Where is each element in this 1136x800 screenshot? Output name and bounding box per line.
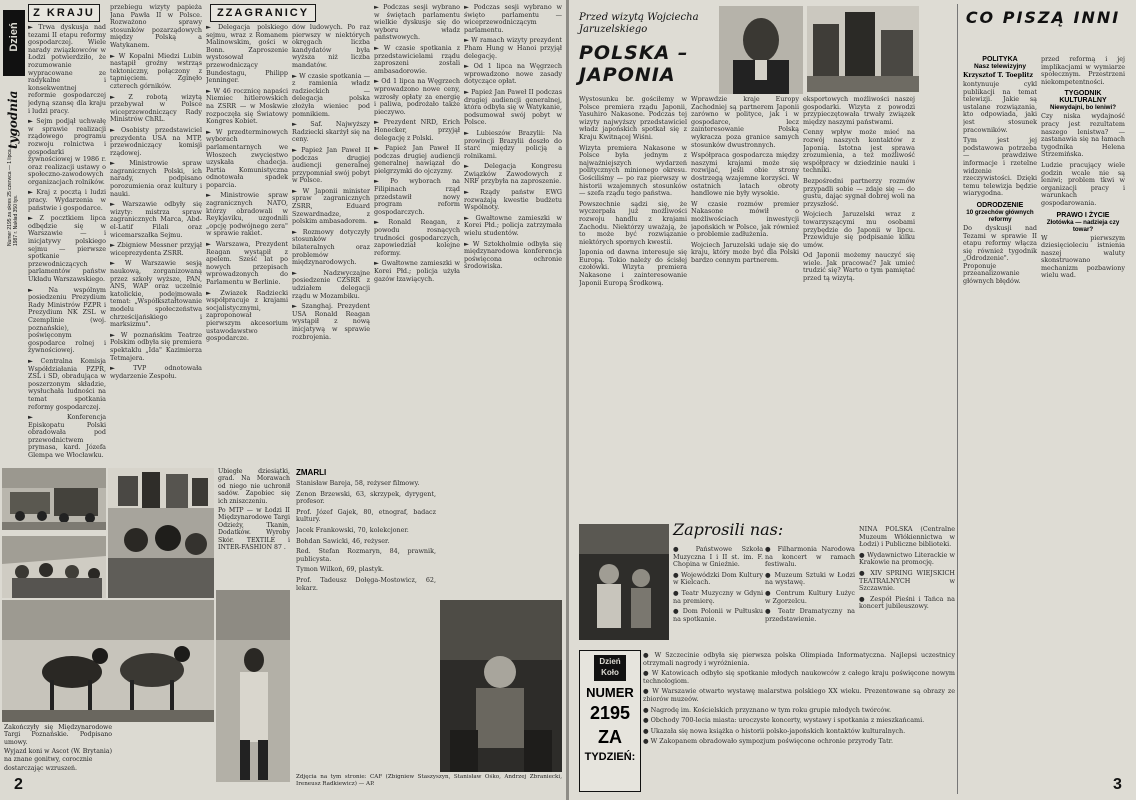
summary-number: 2195: [589, 703, 631, 723]
caption-3: Zakończyły się Międzynarodowe Targi Poznańskie. Podpisano umowy.: [4, 724, 112, 746]
photo-flags-crowd: [108, 468, 214, 598]
zmarli-item: Bohdan Sawicki, 46, reżyser.: [296, 536, 390, 545]
zmarli-item: Prof. Tadeusz Dołęga-Mostowicz, 62, lekarz.: [296, 575, 436, 592]
side-col-2: przed reformą i jej implikacjami w wymiarze społecznym. Przestrzeni niekompetentności. TYGODNIK KULTURALNY Niewydajni, bo leniwi? Czy niska wydajność pracy jest rezultatem naszego lenistwa? — zastanawia się na łamach tygodnika Helena Strzemińska. Ludzie pracujący wiele godzin wcale nie są leniwi; problem tkwi w organizacji pracy i warunkach gospodarowania. PRAWO I ŻYCIE Złotówka — nadzieja czy towar? W pierwszym dziesięcioleciu istnienia naszej waluty skonstruowano mechanizm pozbawiony wielu wad.: [1041, 56, 1125, 280]
masthead-word: [3, 78, 23, 148]
summary-logo-bottom: Koło: [601, 668, 619, 677]
column-3: ► Delegacja polskiego sejmu, wraz z Romanem Malinowskim, gości w Bonn. Zaproszenie wystosował przewodniczący Bundestagu, Philipp Jenninger. ► W 46 rocznicę napaści Niemiec hitlerowskich na ZSRR — w Moskwie rozpoczęła się Światowy Kongres Kobiet. ► W przedterminowych wyborach parlamentarnych we Włoszech zwycięstwo uzyskała chadecja. Partia Komunistyczna odnotowała spadek poparcia. ► Ministrowie spraw zagranicznych NATO, którzy obradowali w Reykjaviku, uzgodnili „opcję podwójnego zera" w sprawie rakiet. ► Warszawa, Prezydent Reagan wystąpił z apelem. Sześć lat po nowych przepisach wprowadzonych do Parlamentu w Berlinie. ► Zwiazek Radziecki współpracuje z krajami socjalistycznymi, zaproponował pierwszym akcesorium ustawodawstwo gospodarcze.: [206, 24, 288, 343]
photo-credit: [296, 774, 562, 796]
article-col-1: Wystosunku br. gościłemy w Polsce premiera rządu Japonii, Yasuhiro Nakasone. Podczas tej wizyty najwyższy przedstawiciel władz japońskich spotkał się z Kraju Kwitnącej Wiśni. Wizyta premiera Nakasone w Polsce była jednym z najważniejszych wydarzeń politycznych minionego okresu. Gościliśmy — po raz pierwszy w historii wzajemnych stosunków — szefa rządu tego państwa. Powszechnie sądzi się, że wyczerpała już możliwości rozwoju handlu z krajami Zachodu. Niektórzy uważają, że to może być rozwiązanie niektórych spornych kwestii. Japonia od dawna interesuje się Europą. Tokio należy do ścisłej czołówki. Wizyta premiera Nakasone i zainteresowanie Japonii Europą Środkową.: [579, 96, 687, 287]
masthead-logo: [3, 10, 25, 76]
side-section-title: CO PISZĄ INNI: [965, 8, 1121, 27]
photo-fair-cars: [2, 468, 106, 530]
column-2: przebiegu wizyty papieża Jana Pawła II w Polsce. Rozważono sprawy stosunków pozarządowych między Polską a Watykanem. ► W Kopalni Miedzi Lubin nastąpił groźny wstrząs tektoniczny, połączony z tąpnięciem. Zginęło czterech górników. ► Z robotą wizytą przebywał w Polsce wiceprzewodniczący Rady Ministrów ChRL. ► Osobisty przedstawiciel prezydenta USA na MTP, przewodniczący komisji rządowej. ► Ministrowie spraw zagranicznych Polski, ich narady, podpisano porozumienia oraz kultury i nauki. ► Warszawie odbyły się wizyty: mistrza spraw zagranicznych Marca, Abd-el-Latif Filali oraz wicemarszałka Sejmu. ► Zbigniew Messner przyjął wiceprezydenta ZSRR. ► W Warszawie sesją naukową, zorganizowaną przez szkoły wyższe, PAN, ANS, WAP oraz uczelnie katolickie, podejmowała temat: „Współkształtowanie modelu społeczeństwa chrześcijańskiego i marksizmu". ► W poznańskim Teatrze Polskim odbyła się premiera spektaklu „Ida" Kazimierza Tetmajera. ► TVP odnotowała wydarzenie Zespołu.: [110, 4, 202, 380]
side-item-prawo: PRAWO I ŻYCIE: [1056, 211, 1110, 219]
section-title-z-kraju: Z KRAJU: [28, 4, 100, 22]
zmarli-section: [296, 468, 436, 768]
side-item-odrodzenie: ODRODZENIE: [976, 201, 1024, 209]
zaprosili-col-1: ● Państwowe Szkoła Muzyczna I i II st. im. F. Chopina w Gnieźnie. ● Wojewódzki Dom Kultury w Kielcach. ● Teatr Muzyczny w Gdyni na premierę. ● Dom Polonii w Pułtusku na spotkanie.: [673, 546, 763, 623]
summary-text: ● W Szczecinie odbyła się pierwsza polska Olimpiada Informatyczna. Najlepsi uczestnicy otrzymali nagrody i wyróżnienia. ● W Katowicach odbyło się spotkanie młodych naukowców z całego kraju poświęcone nowym technologiom. ● W Warszawie otwarto wystawę malarstwa polskiego XX wieku. Prezentowane są obrazy ze zbiorów muzeów. ● Nagrodę im. Kościelskich przyznano w tym roku grupie młodych twórców. ● Obchody 700-lecia miasta: uroczyste koncerty, wystawy i spotkania z mieszkańcami. ● Ukazała się nowa książka o historii polsko-japońskich kontaktów kulturalnych. ● W Zakopanem obradowało sympozjum poświęcone ochronie przyrody Tatr.: [643, 652, 955, 746]
summary-label: NUMER: [586, 685, 634, 700]
side-item-prawo-sub: Złotówka — nadzieja czy towar?: [1046, 218, 1120, 233]
issue-info: [3, 150, 23, 250]
zaprosili-col-2: ● Filharmonia Narodowa na koncert w ramach festiwalu. ● Muzeum Sztuki w Łodzi na wystawę. ● Centrum Kultury Łużyc w Zgorzelcu. ● Teatr Dramatyczny na przedstawienie.: [765, 546, 855, 623]
column-4: dów ludowych. Po raz pierwszy w niektórych okręgach liczba kandydatów była wyższa niż liczba mandatów. ► W czasie spotkania — z ramienia władz radzieckich — delegacja polska złożyła wieniec pod pomnikiem. ► Saf. Najwyższy Radziecki skarżył się na ceny. ► Papież Jan Paweł II podczas drugiej audiencji generalnej przypomniał swój pobyt w Polsce. ► W Japonii minister spraw zagranicznych ZSRR, Eduard Szewardnadze, z polskim ambasadorem. ► Rozmowy dotyczyły stosunków bilateralnych oraz problemów międzynarodowych. ► Nadzwyczajne posiedzenie CZSRR z udziałem delegacji rządu w Mozambiku. ► Szanghaj. Prezydent USA Ronald Reagan wystąpił z nową inicjatywą w sprawie rozbrojenia.: [292, 24, 370, 341]
side-item-tygodnik: TYGODNIK KULTURALNY: [1059, 90, 1107, 105]
photo-crowd-fair: [2, 536, 106, 598]
zmarli-title: ZMARLI: [296, 468, 327, 477]
side-item-polityka-sub: Nasz telewizyjny: [973, 63, 1027, 70]
photo-japanese-pm: [719, 6, 803, 94]
summary-logo-top: Dzień: [599, 657, 621, 666]
section-title-z-zagranicy: ZZAGRANICY: [210, 4, 316, 22]
photo-fashion-show: [216, 590, 290, 782]
right-page: [569, 0, 1136, 800]
column-5: ► Podczas sesji wybrano w świętach parlamentu wielkie dyskusje się do wyboru władz państwowych. ► W czasie spotkania z przedstawicielami rządu zaproszeni zostali ambasadorowie. ► Od 1 lipca na Węgrzech wprowadzono nowe ceny, wzrosły opłaty za energię i paliwa, podrożało także pieczywo. ► Prezydent NRD, Erich Honecker, przyjął delegację z Polski. ► Papież Jan Paweł II podczas drugiej audiencji generalnej nawiązał do pielgrzymki do ojczyzny. ► Po wyborach na Filipinach rząd przedstawił nowy program reform gospodarczych. ► Ronald Reagan, z powodu rosnących trudności gospodarczych, zapowiedział kolejne reformy. ► Gwałtowne zamieszki w Korei Płd.; policja użyła gazów łzawiących.: [374, 4, 460, 283]
photo-captions-lower: [4, 724, 112, 784]
photo-japan-buildings: [807, 6, 919, 92]
masthead-word-text: tygodnia: [6, 90, 20, 149]
summary-logo: [594, 655, 626, 681]
zmarli-item: Prof. Józef Gajek, 80, etnograf, badacz kultury.: [296, 507, 436, 524]
article-col-2: Wprawdzie kraje Europy Zachodniej są partnerem Japonii zarówno w polityce, jak i w gospodarce, lecz zainteresowanie Polską wykracza poza granice samych stosunków dwustronnych. Współpraca gospodarcza między naszymi krajami może się rozwijać, jeśli obie strony dostrzegą wzajemne korzyści. W ostatnich latach obroty handlowe nie były wysokie. W czasie rozmów premier Nakasone mówił o możliwościach inwestycji japońskich w Polsce, jak również o problemie zadłużenia. Wojciech Jaruzelski udaje się do kraju, który może być dla Polski bardzo cennym partnerem.: [691, 96, 799, 264]
side-item-tygodnik-sub: Niewydajni, bo leniwi?: [1049, 104, 1116, 112]
column-1: ► Trwa dyskusja nad tezami II etapu reformy gospodarczej. Wiele narady związkowców w Łodzi potwierdziło, że rozumowanie wypracowane ze radykalne i konsekwentnej reformie gospodarczej jedyną szansę dla kraju i ludzi pracy. ► Sejm podjął uchwałę w sprawie realizacji rządowego programu rozwoju rolnictwa i gospodarki żywnościowej w 1986 r. oraz realizacji ustawy o społeczno-zawodowych organizacjach rolników. ► Kraj z pocztą i ludzi pracy. Wydarzenia w państwie i gospodarce. ► Z pocztkiem lipca odbędzie się w Warszawie — i inicjatywy polskiego sejmu — pierwsze spotkanie przewodniczących parlamentów państw Układu Warszawskiego. ► Na wspólnym posiedzeniu Prezydium Rady Ministrów PZPR i Prezydium NK ZSL w Czemplinie (woj. poznańskie), poświęconym gospodarce rolnej i żywnościowej. ► Centralna Komisja Współdziałania PZPR, ZSL i SD, obradująca w poszerzonym składzie, wysłuchała ludności na temat spotkania reformy gospodarczej. ► Konferencja Episkopatu Polski obradowała pod przewodnictwem prymasa, kard. Józefa Glempa we Włocławku.: [28, 24, 106, 460]
zmarli-item: Jacek Frankowski, 70, kolekcjoner.: [296, 525, 409, 534]
side-item-polityka: POLITYKA: [982, 56, 1018, 63]
article-col-3: eksportowych możliwości naszej gospodarki. Wizyta z powodzi przypieczętowała trwały związek między naszymi państwami. Cenny wpływ może mieć na rozwój naszych kontaktów z Japonią. Istotna jest sprawa zrozumienia, a też możliwość współpracy w dziedzinie nauki i techniki. Bezpośredni partnerzy rozmów przypadli sobie — zdaje się — do gustu, dając sygnał dobrej woli na przyszłość. Wojciech Jaruzelski wraz z towarzyszącymi mu osobami przybędzie do Japonii w lipcu. Przewiduje się podpisanie kilku umów. Od Japonii możemy nauczyć się wiele. Jak pracować? Jak umieć trudzić się? Warto o tym pamiętać przed tą wizytą.: [803, 96, 915, 283]
page-number-left: 2: [14, 776, 23, 793]
zaprosili-title: Zaprosili nas:: [673, 520, 784, 539]
column-6: ► Podczas sesji wybrano w święto parlamentu — wiceprzewodniczącym parlamentu. ► W ramach wizyty prezydent Pham Hung w Hanoi przyjął delegację. ► Od 1 lipca na Węgrzech wprowadzono nowe zasady dotyczące opłat. ► Papież Jan Paweł II podczas drugiej audiencji generalnej, która odbyła się w Watykanie, podsumował swój pobyt w Polsce. ► Lubieszów Brazylii: Na prowincji Brazylii doszło do starć między policją a rolnikami. ► Delegacja Kongresu Związków Zawodowych z NRF przybyła na zaproszenie. ► Rządy państw EWG rozważają kwestie budżetu Wspólnoty. ► Gwałtowne zamieszki w Korei Płd.; policja zatrzymała wielu studentów. ► W Sztokholmie odbyła się międzynarodowa konferencja poświęcona ochronie środowiska.: [464, 4, 562, 271]
side-divider: [957, 4, 958, 794]
caption-1: Ubiegłe dziesiątki, grad. Na Morawach od niego nie uchronił sadów. Zapobiec się ich zniszczeniu.: [218, 468, 290, 505]
kicker: Przed wizytą Wojciecha Jaruzelskiego: [579, 12, 699, 35]
photo-stage-performance: [579, 524, 669, 640]
zaprosili-col-3: NINA POLSKA (Centralne Muzeum Włókiennictwa w Łodzi) i Publiczne biblioteki. ● Wydawnictwo Literackie w Krakowie na promocję. ● XIV SPRING WIEJSKICH TEATRALNYCH w Szczawnie. ● Zespół Pieśni i Tańca na koncert jubileuszowy.: [859, 526, 955, 611]
page-number-right: 3: [1113, 776, 1122, 793]
photo-concert: [440, 600, 562, 772]
summary-week: TYDZIEŃ:: [584, 751, 636, 763]
headline: POLSKA – JAPONIA: [579, 42, 689, 86]
side-col-1: POLITYKA Nasz telewizyjny Krzysztof T. Toeplitz kontynuuje cykl publikacji na temat telewizji. Jakie są ustalane rozwiązania, kto odpowiada, jaki jest stosunek pracowników. Tym jest jej podstawowa potrzeba — prawdziwe informacje i rzetelne widzenie rzeczywistości. Dzięki temu telewizja będzie wiarygodna. ODRODZENIE 10 grzechów głównych reformy Do dyskusji nad Tezami w sprawie II etapu reformy włącza się również tygodnik „Odrodzenie". Proponuje przeanalizowanie głównych błędów.: [963, 56, 1037, 286]
side-item-author: Krzysztof T. Toeplitz: [963, 72, 1034, 79]
caption-5: dostarczając wzruszeń.: [4, 765, 77, 773]
photo-captions: [218, 468, 290, 588]
photo-credit-text: Zdjęcia na tym stronie: CAF (Zbigniew Staszyszyn, Stanisław Ośko, Andrzej Zbraniecki, Ireneusz Radkiewicz) — AP.: [296, 774, 562, 787]
photo-horses-ascot: [2, 600, 214, 722]
logo-top-text: Dzień: [8, 22, 20, 52]
caption-4: Wyjazd koni w Ascot (W. Brytania) na znane gonitwy, corocznie: [4, 748, 112, 763]
left-page: [0, 0, 566, 800]
summary-box: [579, 650, 641, 792]
caption-2: Po MTP — w Łodzi II Międzynarodowe Targi Odzieży, Tkanin, Dodatków. Wyroby Skór. TEXTILE i INTER-FASHION 87 .: [218, 507, 290, 552]
summary-za: ZA: [598, 727, 622, 747]
zmarli-item: Zenon Brzewski, 63, skrzypek, dyrygent, profesor.: [296, 489, 436, 506]
zmarli-item: Stanisław Bareja, 58, reżyser filmowy.: [296, 479, 420, 487]
zmarli-item: Tymon Wilkoń, 69, plastyk.: [296, 565, 384, 574]
zmarli-item: Red. Stefan Rozmaryn, 84, prawnik, publicysta.: [296, 547, 436, 563]
side-item-odrodzenie-sub: 10 grzechów głównych reformy: [966, 208, 1034, 223]
issue-info-text: Numer 2195 za okres 25 czerwca — 1 lipca 1987 r. Nakład 350 tys.: [7, 149, 19, 246]
